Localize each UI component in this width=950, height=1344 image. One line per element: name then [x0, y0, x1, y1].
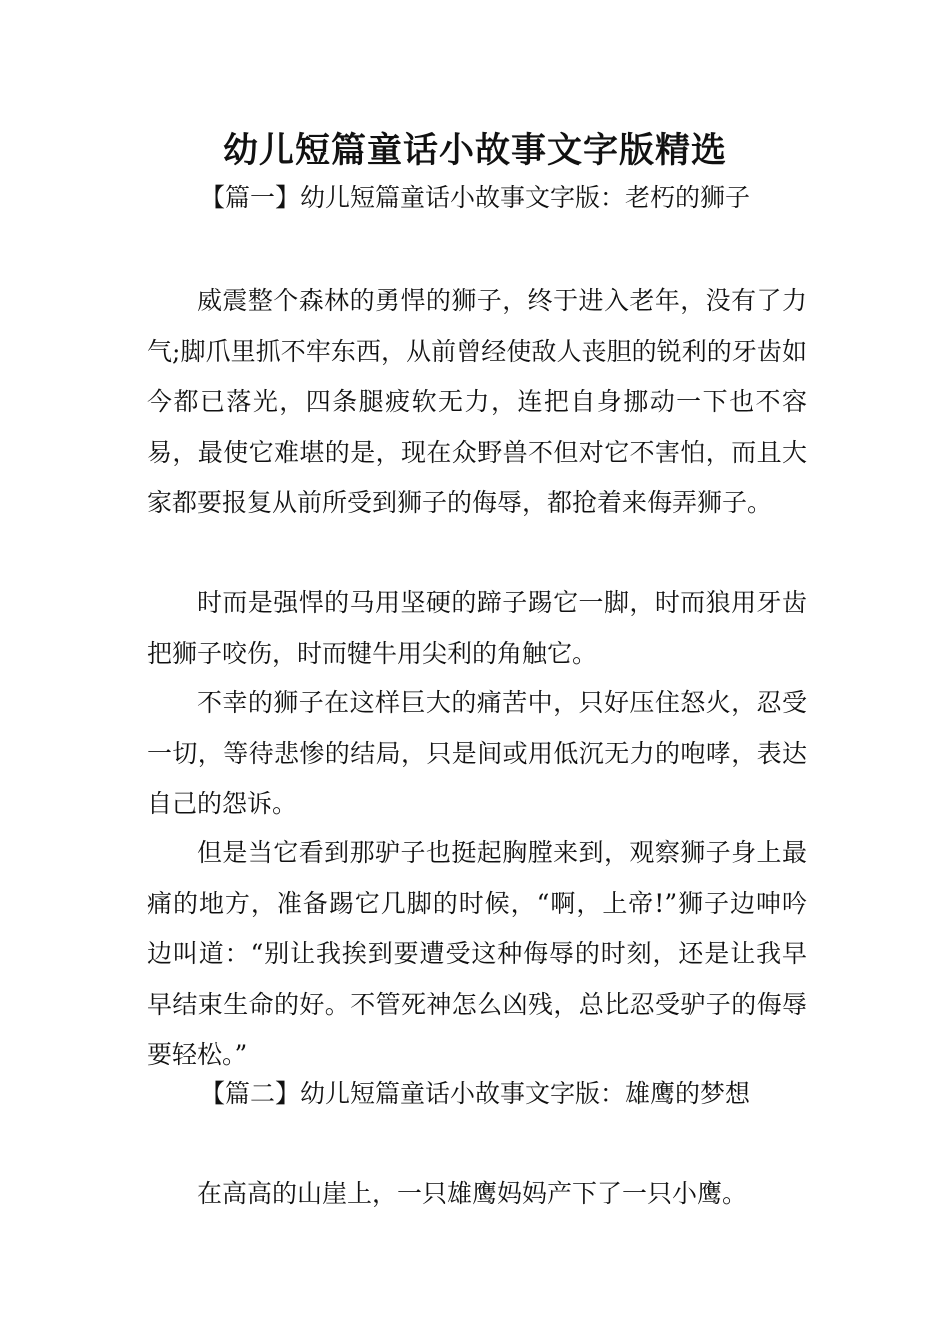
document-title: 幼儿短篇童话小故事文字版精选	[222, 131, 727, 171]
paragraph: 威震整个森林的勇悍的狮子，终于进入老年，没有了力气;脚爪里抓不牢东西，从前曾经使敌人丧胆的锐利的牙齿如今都已落光，四条腿疲软无力，连把自身挪动一下也不容易，最使它难堪的是，现在众野兽不但对它不害怕，而且大家都要报复从前所受到狮子的侮辱，都抢着来侮弄狮子。	[147, 286, 807, 517]
section-heading-2: 【篇二】幼儿短篇童话小故事文字版：雄鹰的梦想	[199, 1079, 750, 1108]
section-heading-1: 【篇一】幼儿短篇童话小故事文字版：老朽的狮子	[199, 183, 750, 212]
paragraph: 在高高的山崖上，一只雄鹰妈妈产下了一只小鹰。	[197, 1179, 748, 1208]
paragraph: 不幸的狮子在这样巨大的痛苦中，只好压住怒火，忍受一切，等待悲惨的结局，只是间或用低沉无力的咆哮，表达自己的怨诉。	[147, 688, 807, 818]
paragraph: 但是当它看到那驴子也挺起胸膛来到，观察狮子身上最痛的地方，准备踢它几脚的时候，“啊，上帝!”狮子边呻吟边叫道：“别让我挨到要遭受这种侮辱的时刻，还是让我早早结束生命的好。不管死神怎么凶残，总比忍受驴子的侮辱要轻松。”	[147, 838, 807, 1069]
paragraph: 时而是强悍的马用坚硬的蹄子踢它一脚，时而狼用牙齿把狮子咬伤，时而犍牛用尖利的角触它。	[147, 588, 807, 668]
